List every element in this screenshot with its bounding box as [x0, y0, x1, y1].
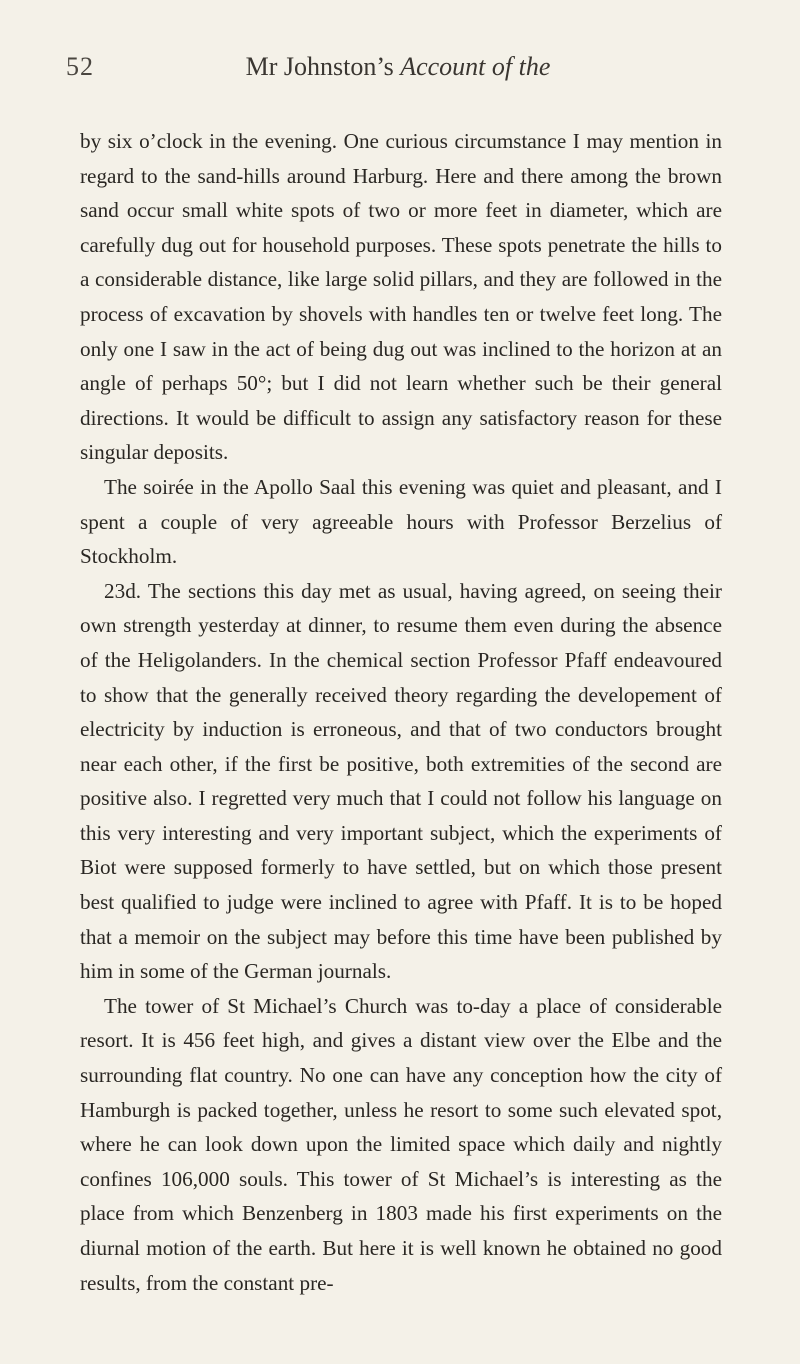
running-head — [66, 52, 730, 82]
paragraph: The tower of St Michael’s Church was to-day a place of considerable resort. It is 456 feet high, and gives a distant view over the Elbe and the surrounding flat country. No one can have any conception how the city of Hamburgh is packed together, unless he resort to some such elevated spot, where he can look down upon the limited space which daily and nightly confines 106,000 souls. This tower of St Michael’s is interesting as the place from which Benzenberg in 1803 made his first experiments on the diurnal motion of the earth. But here it is well known he obtained no good results, from the constant pre- — [80, 993, 722, 1295]
body-text — [80, 124, 722, 1300]
running-head-italic: Account of the — [400, 52, 551, 81]
paragraph: The soirée in the Apollo Saal this evening was quiet and pleasant, and I spent a couple of very agreeable hours with Professor Berzelius of Stockholm. — [80, 474, 722, 569]
paragraph: 23d. The sections this day met as usual, having agreed, on seeing their own strength yesterday at dinner, to resume them even during the absence of the Heligolanders. In the chemical section Professor Pfaff endeavoured to show that the generally received theory regarding the developement of electricity by induction is erroneous, and that of two conductors brought near each other, if the first be positive, both extremities of the second are positive also. I regretted very much that I could not follow his language on this very interesting and very important subject, which the experiments of Biot were supposed formerly to have settled, but on which those present best qualified to judge were inclined to agree with Pfaff. It is to be hoped that a memoir on the subject may before this time have been published by him in some of the German journals. — [80, 578, 722, 984]
running-head-prefix: Mr Johnston’s — [245, 52, 401, 81]
page-number: 52 — [66, 52, 94, 81]
paragraph: by six o’clock in the evening. One curious circumstance I may mention in regard to the sand-hills around Harburg. Here and there among the brown sand occur small white spots of two or more feet in diameter, which are carefully dug out for household purposes. These spots penetrate the hills to a considerable distance, like large solid pillars, and they are followed in the process of excavation by shovels with handles ten or twelve feet long. The only one I saw in the act of being dug out was inclined to the horizon at an angle of perhaps 50°; but I did not learn whether such be their general directions. It would be difficult to assign any satisfactory reason for these singular deposits. — [80, 129, 722, 465]
page-header — [66, 52, 730, 88]
